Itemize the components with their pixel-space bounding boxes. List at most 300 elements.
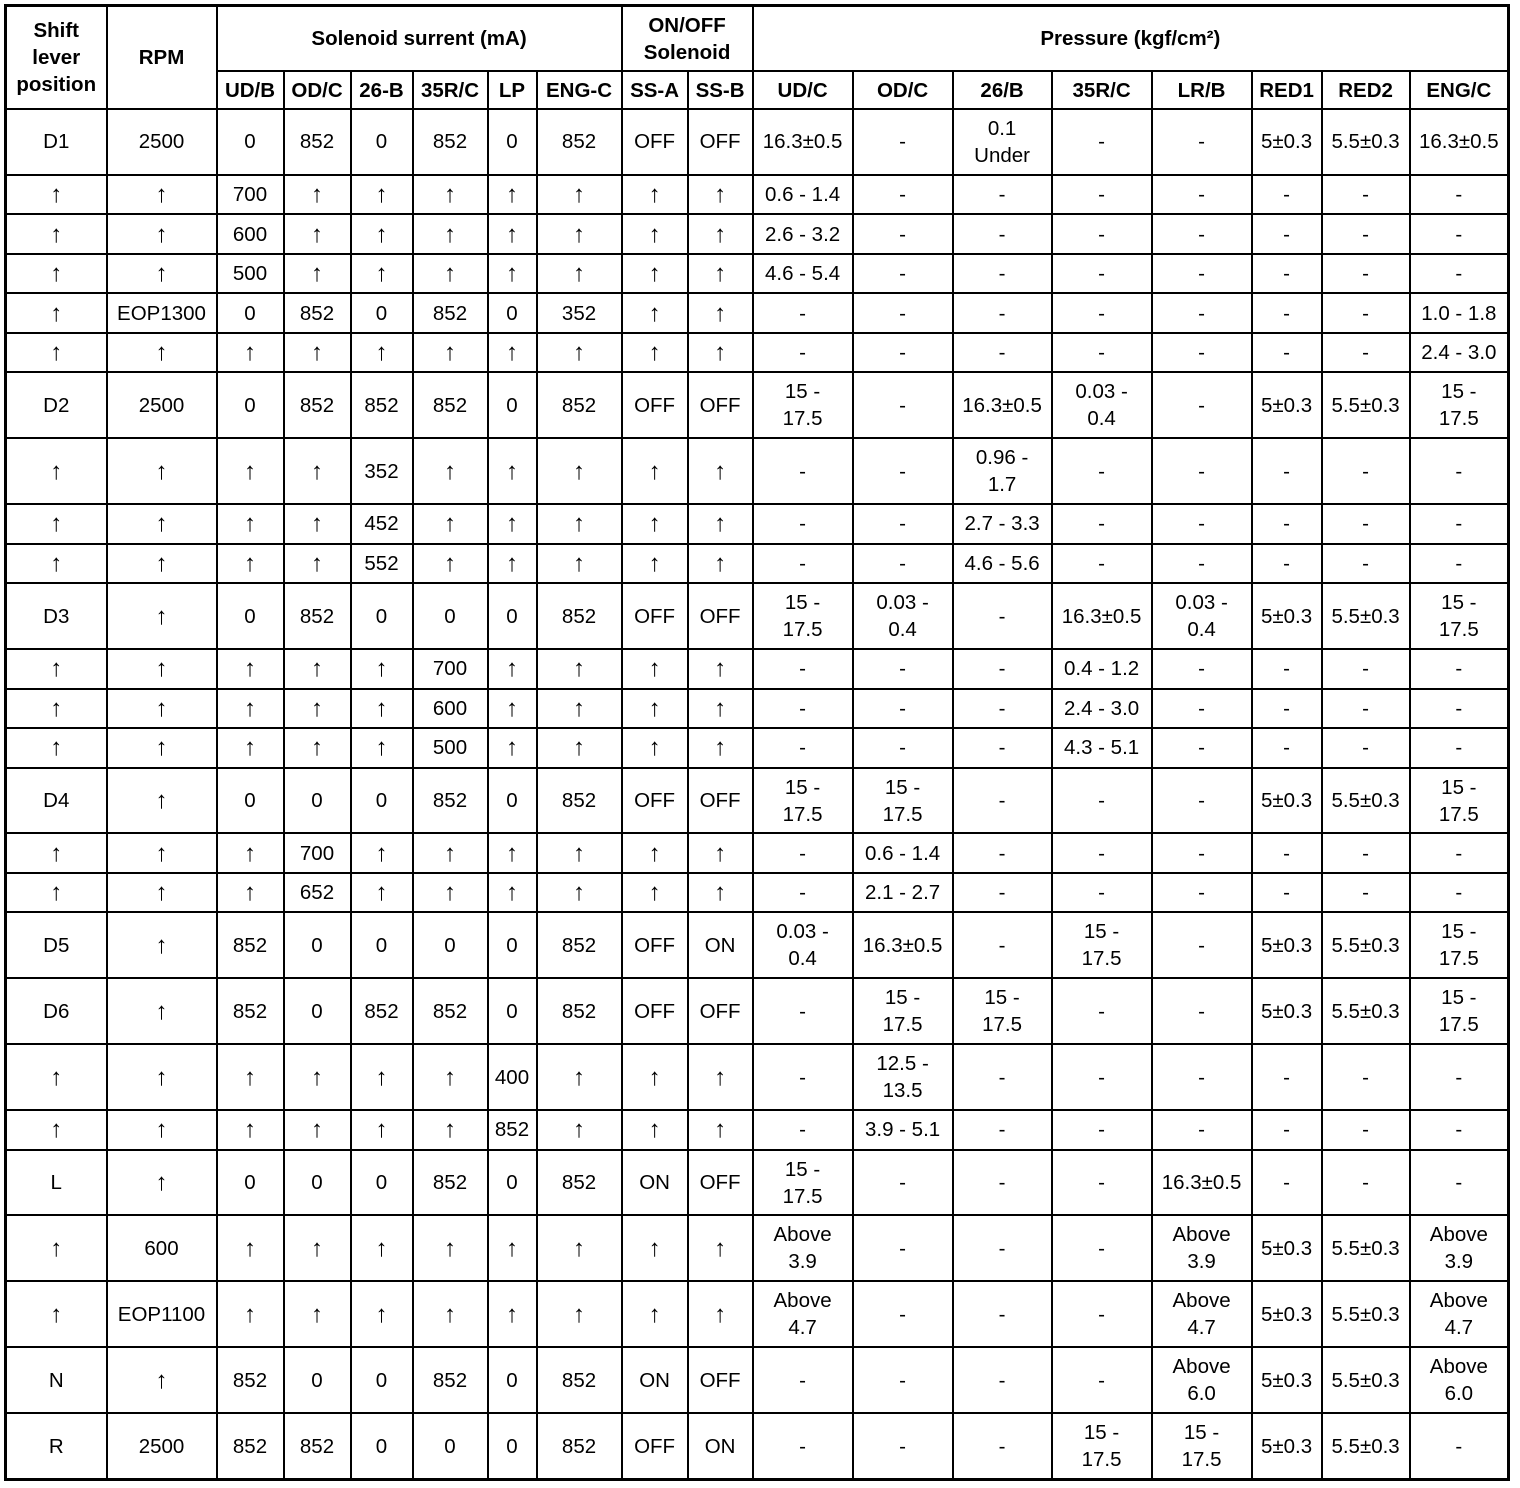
table-cell: - — [1322, 544, 1410, 584]
table-cell: - — [1152, 1110, 1252, 1150]
table-cell: - — [1322, 649, 1410, 689]
table-cell: 2.1 - 2.7 — [853, 873, 953, 913]
header-rpm: RPM — [107, 6, 217, 110]
table-cell: - — [1152, 214, 1252, 254]
table-cell: ↑ — [688, 293, 753, 333]
table-cell: 15 - 17.5 — [1410, 912, 1509, 978]
table-cell: - — [1410, 214, 1509, 254]
table-cell: ↑ — [6, 293, 107, 333]
table-cell: ↑ — [622, 438, 688, 504]
table-cell: ↑ — [351, 175, 413, 215]
table-cell: - — [953, 689, 1052, 729]
table-cell: - — [953, 583, 1052, 649]
table-cell: Above 3.9 — [1410, 1215, 1509, 1281]
table-cell: ↑ — [107, 1347, 217, 1413]
table-cell: - — [853, 1215, 953, 1281]
table-cell: ↑ — [284, 175, 351, 215]
table-cell: 852 — [217, 1347, 284, 1413]
table-cell: OFF — [622, 109, 688, 175]
table-cell: ↑ — [622, 504, 688, 544]
table-cell: 15 - 17.5 — [1410, 583, 1509, 649]
table-cell: ↑ — [217, 333, 284, 373]
table-cell: - — [1410, 544, 1509, 584]
table-row — [6, 1110, 1509, 1150]
table-cell: - — [1052, 254, 1152, 294]
table-cell: 0 — [488, 912, 537, 978]
table-cell: - — [1052, 1281, 1152, 1347]
table-cell: ↑ — [284, 1110, 351, 1150]
table-cell: ↑ — [688, 1281, 753, 1347]
table-cell: ↑ — [622, 1110, 688, 1150]
table-cell: ↑ — [107, 912, 217, 978]
table-cell: 852 — [537, 372, 622, 438]
table-cell: 15 - 17.5 — [753, 768, 853, 834]
table-cell: - — [753, 1347, 853, 1413]
table-cell: 2.7 - 3.3 — [953, 504, 1052, 544]
table-cell: ↑ — [351, 833, 413, 873]
table-row — [6, 109, 1509, 175]
table-cell: - — [1322, 254, 1410, 294]
table-cell: 700 — [217, 175, 284, 215]
table-cell: 5.5±0.3 — [1322, 978, 1410, 1044]
table-cell: ↑ — [622, 175, 688, 215]
table-cell: - — [1052, 109, 1152, 175]
table-cell: - — [1322, 1044, 1410, 1110]
table-cell: - — [1252, 504, 1322, 544]
table-cell: ↑ — [217, 833, 284, 873]
table-cell: - — [853, 1281, 953, 1347]
table-cell: 852 — [351, 978, 413, 1044]
header-sub-26-b: 26/B — [953, 71, 1052, 109]
table-cell: - — [1322, 175, 1410, 215]
table-row — [6, 768, 1509, 834]
table-cell: Above 6.0 — [1410, 1347, 1509, 1413]
table-cell: ↑ — [217, 1044, 284, 1110]
table-cell: 2.4 - 3.0 — [1410, 333, 1509, 373]
table-cell: ↑ — [537, 833, 622, 873]
table-cell: 12.5 - 13.5 — [853, 1044, 953, 1110]
table-cell: - — [1322, 833, 1410, 873]
table-cell: - — [753, 873, 853, 913]
table-cell: - — [1152, 544, 1252, 584]
table-cell: - — [1152, 689, 1252, 729]
header-sub-35r-c: 35R/C — [413, 71, 488, 109]
table-cell: - — [1322, 214, 1410, 254]
table-cell: 700 — [284, 833, 351, 873]
table-cell: D5 — [6, 912, 107, 978]
table-cell: D2 — [6, 372, 107, 438]
table-cell: 852 — [537, 912, 622, 978]
table-cell: - — [753, 1110, 853, 1150]
table-cell: - — [1252, 293, 1322, 333]
header-pressure: Pressure (kgf/cm²) — [753, 6, 1509, 72]
table-cell: 5±0.3 — [1252, 1215, 1322, 1281]
table-cell: - — [1252, 649, 1322, 689]
header-row-sub — [6, 71, 1509, 109]
table-cell: 4.6 - 5.6 — [953, 544, 1052, 584]
table-cell: 0 — [284, 1347, 351, 1413]
table-cell: ↑ — [537, 728, 622, 768]
table-cell: ↑ — [688, 689, 753, 729]
table-cell: - — [1152, 978, 1252, 1044]
table-cell: 2.6 - 3.2 — [753, 214, 853, 254]
table-cell: 852 — [537, 768, 622, 834]
table-cell: - — [1052, 544, 1152, 584]
table-cell: - — [1052, 293, 1152, 333]
header-shift-lever-position: Shift lever position — [6, 6, 107, 110]
table-cell: ↑ — [537, 175, 622, 215]
table-cell: 852 — [537, 109, 622, 175]
table-cell: - — [753, 649, 853, 689]
table-cell: 5.5±0.3 — [1322, 109, 1410, 175]
table-cell: ↑ — [284, 1281, 351, 1347]
header-sub-lr-b: LR/B — [1152, 71, 1252, 109]
table-cell: - — [953, 833, 1052, 873]
table-row — [6, 254, 1509, 294]
table-row — [6, 214, 1509, 254]
table-row — [6, 912, 1509, 978]
table-cell: ↑ — [6, 649, 107, 689]
table-cell: OFF — [688, 1347, 753, 1413]
table-cell: - — [1410, 873, 1509, 913]
table-cell: - — [1052, 768, 1152, 834]
table-cell: 0 — [488, 1347, 537, 1413]
table-cell: D6 — [6, 978, 107, 1044]
header-sub-ud-c: UD/C — [753, 71, 853, 109]
table-cell: N — [6, 1347, 107, 1413]
table-cell: ↑ — [107, 1044, 217, 1110]
table-cell: ↑ — [6, 254, 107, 294]
table-cell: ↑ — [688, 214, 753, 254]
table-cell: 2500 — [107, 109, 217, 175]
table-cell: ↑ — [6, 504, 107, 544]
table-cell: ↑ — [217, 728, 284, 768]
table-cell: ↑ — [284, 1215, 351, 1281]
table-cell: - — [1052, 438, 1152, 504]
header-sub-ss-b: SS-B — [688, 71, 753, 109]
table-cell: ↑ — [537, 544, 622, 584]
table-cell: ↑ — [537, 214, 622, 254]
table-cell: 5±0.3 — [1252, 978, 1322, 1044]
table-cell: 0 — [284, 978, 351, 1044]
table-cell: ↑ — [488, 504, 537, 544]
table-cell: OFF — [622, 768, 688, 834]
table-cell: - — [1410, 649, 1509, 689]
table-cell: 400 — [488, 1044, 537, 1110]
table-cell: 5.5±0.3 — [1322, 1215, 1410, 1281]
table-cell: - — [853, 728, 953, 768]
table-cell: - — [1252, 728, 1322, 768]
table-row — [6, 1150, 1509, 1216]
table-cell: 4.3 - 5.1 — [1052, 728, 1152, 768]
table-cell: ↑ — [622, 833, 688, 873]
table-cell: 5±0.3 — [1252, 912, 1322, 978]
table-cell: ↑ — [217, 1281, 284, 1347]
table-cell: - — [853, 254, 953, 294]
table-cell: Above 3.9 — [1152, 1215, 1252, 1281]
table-cell: - — [1410, 1150, 1509, 1216]
table-cell: OFF — [622, 372, 688, 438]
table-cell: - — [1252, 214, 1322, 254]
table-row — [6, 372, 1509, 438]
table-row — [6, 1413, 1509, 1479]
table-cell: - — [1322, 728, 1410, 768]
table-cell: EOP1300 — [107, 293, 217, 333]
table-cell: ↑ — [217, 1215, 284, 1281]
table-cell: OFF — [622, 583, 688, 649]
table-cell: - — [1252, 1044, 1322, 1110]
table-cell: 15 - 17.5 — [1052, 1413, 1152, 1479]
table-cell: - — [953, 649, 1052, 689]
table-cell: 500 — [217, 254, 284, 294]
table-cell: ON — [688, 912, 753, 978]
table-cell: ↑ — [107, 504, 217, 544]
table-cell: ON — [688, 1413, 753, 1479]
header-sub-35r-c: 35R/C — [1052, 71, 1152, 109]
table-cell: - — [1152, 768, 1252, 834]
table-cell: 0.03 - 0.4 — [753, 912, 853, 978]
table-cell: 0 — [351, 1347, 413, 1413]
table-cell: 852 — [537, 583, 622, 649]
table-cell: 2500 — [107, 1413, 217, 1479]
table-cell: - — [853, 1347, 953, 1413]
table-cell: - — [1410, 1413, 1509, 1479]
table-cell: - — [853, 504, 953, 544]
table-cell: 0 — [488, 372, 537, 438]
table-cell: - — [1052, 1347, 1152, 1413]
table-cell: ↑ — [413, 504, 488, 544]
table-cell: ↑ — [488, 728, 537, 768]
table-cell: ↑ — [688, 1110, 753, 1150]
table-row — [6, 1347, 1509, 1413]
table-cell: 352 — [351, 438, 413, 504]
table-cell: 15 - 17.5 — [753, 1150, 853, 1216]
table-cell: ↑ — [488, 649, 537, 689]
table-container — [4, 4, 1507, 1481]
table-body — [6, 109, 1509, 1480]
table-cell: OFF — [688, 372, 753, 438]
table-cell: - — [1152, 873, 1252, 913]
table-cell: - — [953, 912, 1052, 978]
table-cell: ↑ — [107, 1110, 217, 1150]
table-cell: 2.4 - 3.0 — [1052, 689, 1152, 729]
table-cell: 15 - 17.5 — [1410, 978, 1509, 1044]
table-cell: ↑ — [6, 689, 107, 729]
header-sub-red1: RED1 — [1252, 71, 1322, 109]
table-cell: ↑ — [413, 544, 488, 584]
table-cell: Above 4.7 — [1410, 1281, 1509, 1347]
table-cell: 15 - 17.5 — [953, 978, 1052, 1044]
table-cell: 4.6 - 5.4 — [753, 254, 853, 294]
table-cell: 0 — [413, 912, 488, 978]
table-cell: 0 — [413, 583, 488, 649]
table-cell: 600 — [107, 1215, 217, 1281]
table-cell: ↑ — [688, 1215, 753, 1281]
table-cell: 852 — [284, 293, 351, 333]
table-cell: 852 — [284, 372, 351, 438]
table-cell: - — [753, 333, 853, 373]
table-cell: - — [953, 768, 1052, 834]
header-row-main — [6, 6, 1509, 72]
table-cell: 852 — [537, 1347, 622, 1413]
table-cell: ↑ — [622, 1215, 688, 1281]
table-row — [6, 833, 1509, 873]
table-row — [6, 873, 1509, 913]
table-cell: ↑ — [351, 649, 413, 689]
table-cell: - — [953, 333, 1052, 373]
table-cell: 852 — [413, 978, 488, 1044]
table-cell: 5±0.3 — [1252, 1281, 1322, 1347]
table-cell: - — [1052, 214, 1152, 254]
table-cell: - — [753, 1413, 853, 1479]
table-cell: ↑ — [351, 214, 413, 254]
header-sub-26-b: 26-B — [351, 71, 413, 109]
table-cell: 852 — [217, 912, 284, 978]
table-cell: - — [753, 978, 853, 1044]
table-cell: ↑ — [488, 438, 537, 504]
table-cell: - — [853, 689, 953, 729]
table-cell: ↑ — [488, 1281, 537, 1347]
table-cell: - — [753, 438, 853, 504]
header-sub-eng-c: ENG/C — [1410, 71, 1509, 109]
header-onoff-solenoid: ON/OFF Solenoid — [622, 6, 753, 72]
table-cell: OFF — [688, 583, 753, 649]
table-cell: - — [1322, 333, 1410, 373]
table-cell: - — [1152, 1044, 1252, 1110]
table-cell: ↑ — [488, 689, 537, 729]
table-cell: ↑ — [284, 649, 351, 689]
table-cell: ON — [622, 1347, 688, 1413]
table-cell: - — [853, 1150, 953, 1216]
table-cell: ↑ — [688, 1044, 753, 1110]
table-cell: ↑ — [107, 438, 217, 504]
table-cell: ↑ — [537, 438, 622, 504]
table-cell: - — [853, 544, 953, 584]
table-cell: 500 — [413, 728, 488, 768]
table-cell: - — [1252, 333, 1322, 373]
table-cell: 852 — [217, 978, 284, 1044]
table-cell: ↑ — [6, 728, 107, 768]
table-cell: - — [1152, 438, 1252, 504]
table-cell: ↑ — [6, 214, 107, 254]
table-cell: ↑ — [688, 175, 753, 215]
table-row — [6, 544, 1509, 584]
table-cell: EOP1100 — [107, 1281, 217, 1347]
table-cell: - — [953, 1110, 1052, 1150]
table-cell: 2500 — [107, 372, 217, 438]
table-cell: 852 — [413, 1347, 488, 1413]
table-cell: 0 — [284, 768, 351, 834]
table-cell: ↑ — [622, 254, 688, 294]
table-cell: ↑ — [413, 438, 488, 504]
table-cell: - — [1410, 689, 1509, 729]
table-cell: ↑ — [351, 728, 413, 768]
table-cell: 600 — [217, 214, 284, 254]
table-cell: ↑ — [217, 438, 284, 504]
table-cell: ↑ — [413, 214, 488, 254]
table-cell: ↑ — [351, 1215, 413, 1281]
table-cell: - — [1152, 109, 1252, 175]
table-cell: - — [953, 1150, 1052, 1216]
table-cell: 0 — [488, 768, 537, 834]
table-cell: - — [1322, 1110, 1410, 1150]
table-cell: 0.03 - 0.4 — [1052, 372, 1152, 438]
table-cell: ↑ — [413, 254, 488, 294]
table-cell: ↑ — [488, 873, 537, 913]
table-cell: ↑ — [284, 254, 351, 294]
table-cell: ↑ — [107, 544, 217, 584]
header-sub-ud-b: UD/B — [217, 71, 284, 109]
table-cell: ↑ — [107, 768, 217, 834]
header-sub-lp: LP — [488, 71, 537, 109]
table-cell: ↑ — [6, 1044, 107, 1110]
table-cell: 0.6 - 1.4 — [753, 175, 853, 215]
table-cell: 0 — [284, 1150, 351, 1216]
table-cell: ↑ — [107, 333, 217, 373]
table-cell: D3 — [6, 583, 107, 649]
table-cell: - — [1152, 372, 1252, 438]
table-cell: 852 — [351, 372, 413, 438]
table-cell: - — [1410, 1110, 1509, 1150]
table-cell: - — [1152, 293, 1252, 333]
table-cell: 16.3±0.5 — [1052, 583, 1152, 649]
table-cell: - — [1052, 504, 1152, 544]
table-cell: OFF — [688, 978, 753, 1044]
header-sub-od-c: OD/C — [853, 71, 953, 109]
table-cell: 852 — [284, 583, 351, 649]
table-cell: - — [1052, 873, 1152, 913]
table-cell: ↑ — [107, 254, 217, 294]
table-cell: 5.5±0.3 — [1322, 1281, 1410, 1347]
table-cell: - — [753, 544, 853, 584]
table-cell: ↑ — [351, 1281, 413, 1347]
table-cell: 700 — [413, 649, 488, 689]
table-cell: ↑ — [413, 833, 488, 873]
table-cell: 15 - 17.5 — [753, 372, 853, 438]
table-cell: - — [753, 833, 853, 873]
table-cell: 16.3±0.5 — [853, 912, 953, 978]
table-cell: - — [753, 728, 853, 768]
table-cell: ↑ — [622, 544, 688, 584]
table-cell: OFF — [622, 912, 688, 978]
table-cell: 852 — [537, 1150, 622, 1216]
table-cell: ↑ — [284, 333, 351, 373]
table-cell: - — [853, 649, 953, 689]
table-cell: 0 — [217, 372, 284, 438]
table-cell: OFF — [622, 1413, 688, 1479]
table-cell: 5±0.3 — [1252, 109, 1322, 175]
table-cell: 16.3±0.5 — [1410, 109, 1509, 175]
table-cell: ↑ — [537, 1110, 622, 1150]
table-cell: - — [953, 293, 1052, 333]
table-cell: - — [1252, 175, 1322, 215]
table-cell: 15 - 17.5 — [1052, 912, 1152, 978]
table-cell: 0 — [284, 912, 351, 978]
table-cell: ↑ — [622, 214, 688, 254]
table-cell: ON — [622, 1150, 688, 1216]
table-cell: ↑ — [217, 544, 284, 584]
table-cell: ↑ — [6, 438, 107, 504]
table-cell: 852 — [217, 1413, 284, 1479]
table-cell: ↑ — [413, 1110, 488, 1150]
table-cell: ↑ — [622, 333, 688, 373]
table-cell: 1.0 - 1.8 — [1410, 293, 1509, 333]
table-cell: - — [1152, 912, 1252, 978]
table-cell: - — [1152, 833, 1252, 873]
table-cell: ↑ — [6, 873, 107, 913]
table-cell: ↑ — [351, 873, 413, 913]
table-cell: - — [1322, 504, 1410, 544]
